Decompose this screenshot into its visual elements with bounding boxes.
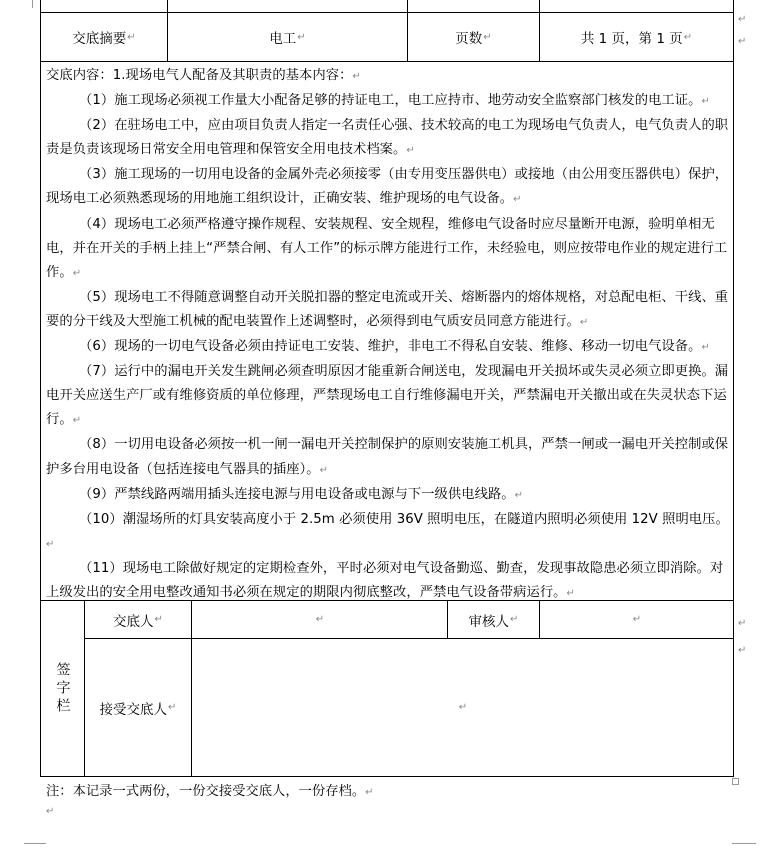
row-end-mark-4: ↵ xyxy=(738,645,747,656)
content-item-2: （2）在驻场电工中，应由项目负责人指定一名责任心强、技术较高的电工为现场电气负责人，电气负责人的职责是负责该现场日常安全用电管理和保管安全用电技术档案。↵ xyxy=(46,118,729,158)
summary-value-cell: 电工 ↵ xyxy=(168,13,407,61)
signature-section-label: 签字栏 xyxy=(54,661,71,716)
summary-value: 电工 xyxy=(269,31,297,47)
content-item-3: （3）施工现场的一切用电设备的金属外壳必须接零（由专用变压器供电）或接地（由公用变压器供电）保护，现场电工必须熟悉现场的用地施工组织设计，正确安装、维护现场的电气设备。↵ xyxy=(46,167,729,207)
summary-label: 交底摘要 xyxy=(72,31,127,47)
summary-label-cell: 交底摘要 ↵ xyxy=(41,13,167,61)
handover-person-label-cell: 交底人 ↵ xyxy=(85,601,191,638)
row-end-mark-1: ↵ xyxy=(738,14,747,25)
reviewer-field[interactable]: ↵ xyxy=(632,614,642,625)
page-corner-top-left xyxy=(20,0,33,8)
handover-content xyxy=(46,64,736,606)
pages-value-cell: 共 1 页，第 1 页 ↵ xyxy=(540,13,733,61)
content-item-5: （5）现场电工不得随意调整自动开关脱扣器的整定电流或开关、熔断器内的熔体规格，对总配电柜、干线、重要的分干线及大型施工机械的配电装置作上述调整时，必须得到电气质安员同意方能进行。↵ xyxy=(46,289,729,329)
content-item-9: （9）严禁线路两端用插头连接电源与用电设备或电源与下一级供电线路。↵ xyxy=(79,486,524,502)
handover-person-label: 交底人 xyxy=(113,613,154,630)
reviewer-label-cell: 审核人 ↵ xyxy=(448,601,539,638)
content-item-8: （8）一切用电设备必须按一机一闸一漏电开关控制保护的原则安装施工机具，严禁一闸或一漏电开关控制或保护多台用电设备（包括连接电气器具的插座）。↵ xyxy=(46,437,729,477)
handover-person-field[interactable]: ↵ xyxy=(315,614,325,625)
empty-paragraph-mark: ↵ xyxy=(46,806,55,817)
content-item-1: （1）施工现场必须视工作量大小配备足够的持证电工，电工应持市、地劳动安全监察部门核发的电工证。↵ xyxy=(79,93,710,109)
table-bottom-line xyxy=(40,776,734,777)
reviewer-label: 审核人 xyxy=(468,613,510,630)
row-end-mark-3: ↵ xyxy=(738,618,747,629)
content-item-11: （11）现场电工除做好规定的定期检查外，平时必须对电气设备勤巡、勤查，发现事故隐患必须立即消除。对上级发出的安全用电整改通知书必须在规定的期限内彻底整改，严禁电气设备带病运行。↵ xyxy=(46,560,724,600)
table-end-marker xyxy=(732,778,739,785)
page-corner-bottom-left xyxy=(24,843,46,854)
page-corner-bottom-right xyxy=(732,843,756,854)
footer-note: 注：本记录一式两份，一份交接受交底人，一份存档。↵ xyxy=(46,784,374,799)
pages-label-cell: 页数 ↵ xyxy=(408,13,539,61)
receiver-field[interactable]: ↵ xyxy=(458,702,468,713)
content-item-10: （10）潮湿场所的灯具安装高度小于 2.5m 必须使用 36V 照明电压，在隧道内照明必须使用 12V 照明电压。↵ xyxy=(46,511,729,550)
content-item-4: （4）现场电工必须严格遵守操作规程、安装规程、安全规程，维修电气设备时应尽量断开电源，验明单相无电，并在开关的手柄上挂上“严禁合闸、有人工作”的标示牌方能进行工作，未经验电，则应按带电作业的规定进行工作。↵ xyxy=(46,216,728,280)
receiver-label-cell: 接受交底人 ↵ xyxy=(85,639,191,776)
content-item-6: （6）现场的一切电气设备必须由持证电工安装、维护，非电工不得私自安装、维修、移动一切电气设备。↵ xyxy=(79,339,710,355)
content-item-7: （7）运行中的漏电开关发生跳闸必须查明原因才能重新合闸送电，发现漏电开关损坏或失灵必须立即更换。漏电开关应送生产厂或有维修资质的单位修理，严禁现场电工自行维修漏电开关，严禁漏电开关撤出或在失灵状态下运行。↵ xyxy=(46,364,729,428)
pages-label: 页数 xyxy=(455,31,483,47)
header-bottom-line xyxy=(40,61,734,62)
content-intro: 交底内容：1.现场电气人配备及其职责的基本内容：↵ xyxy=(46,68,361,83)
pages-value: 共 1 页，第 1 页 xyxy=(580,31,683,47)
receiver-label: 接受交底人 xyxy=(99,701,168,718)
row-end-mark-2: ↵ xyxy=(738,36,747,47)
